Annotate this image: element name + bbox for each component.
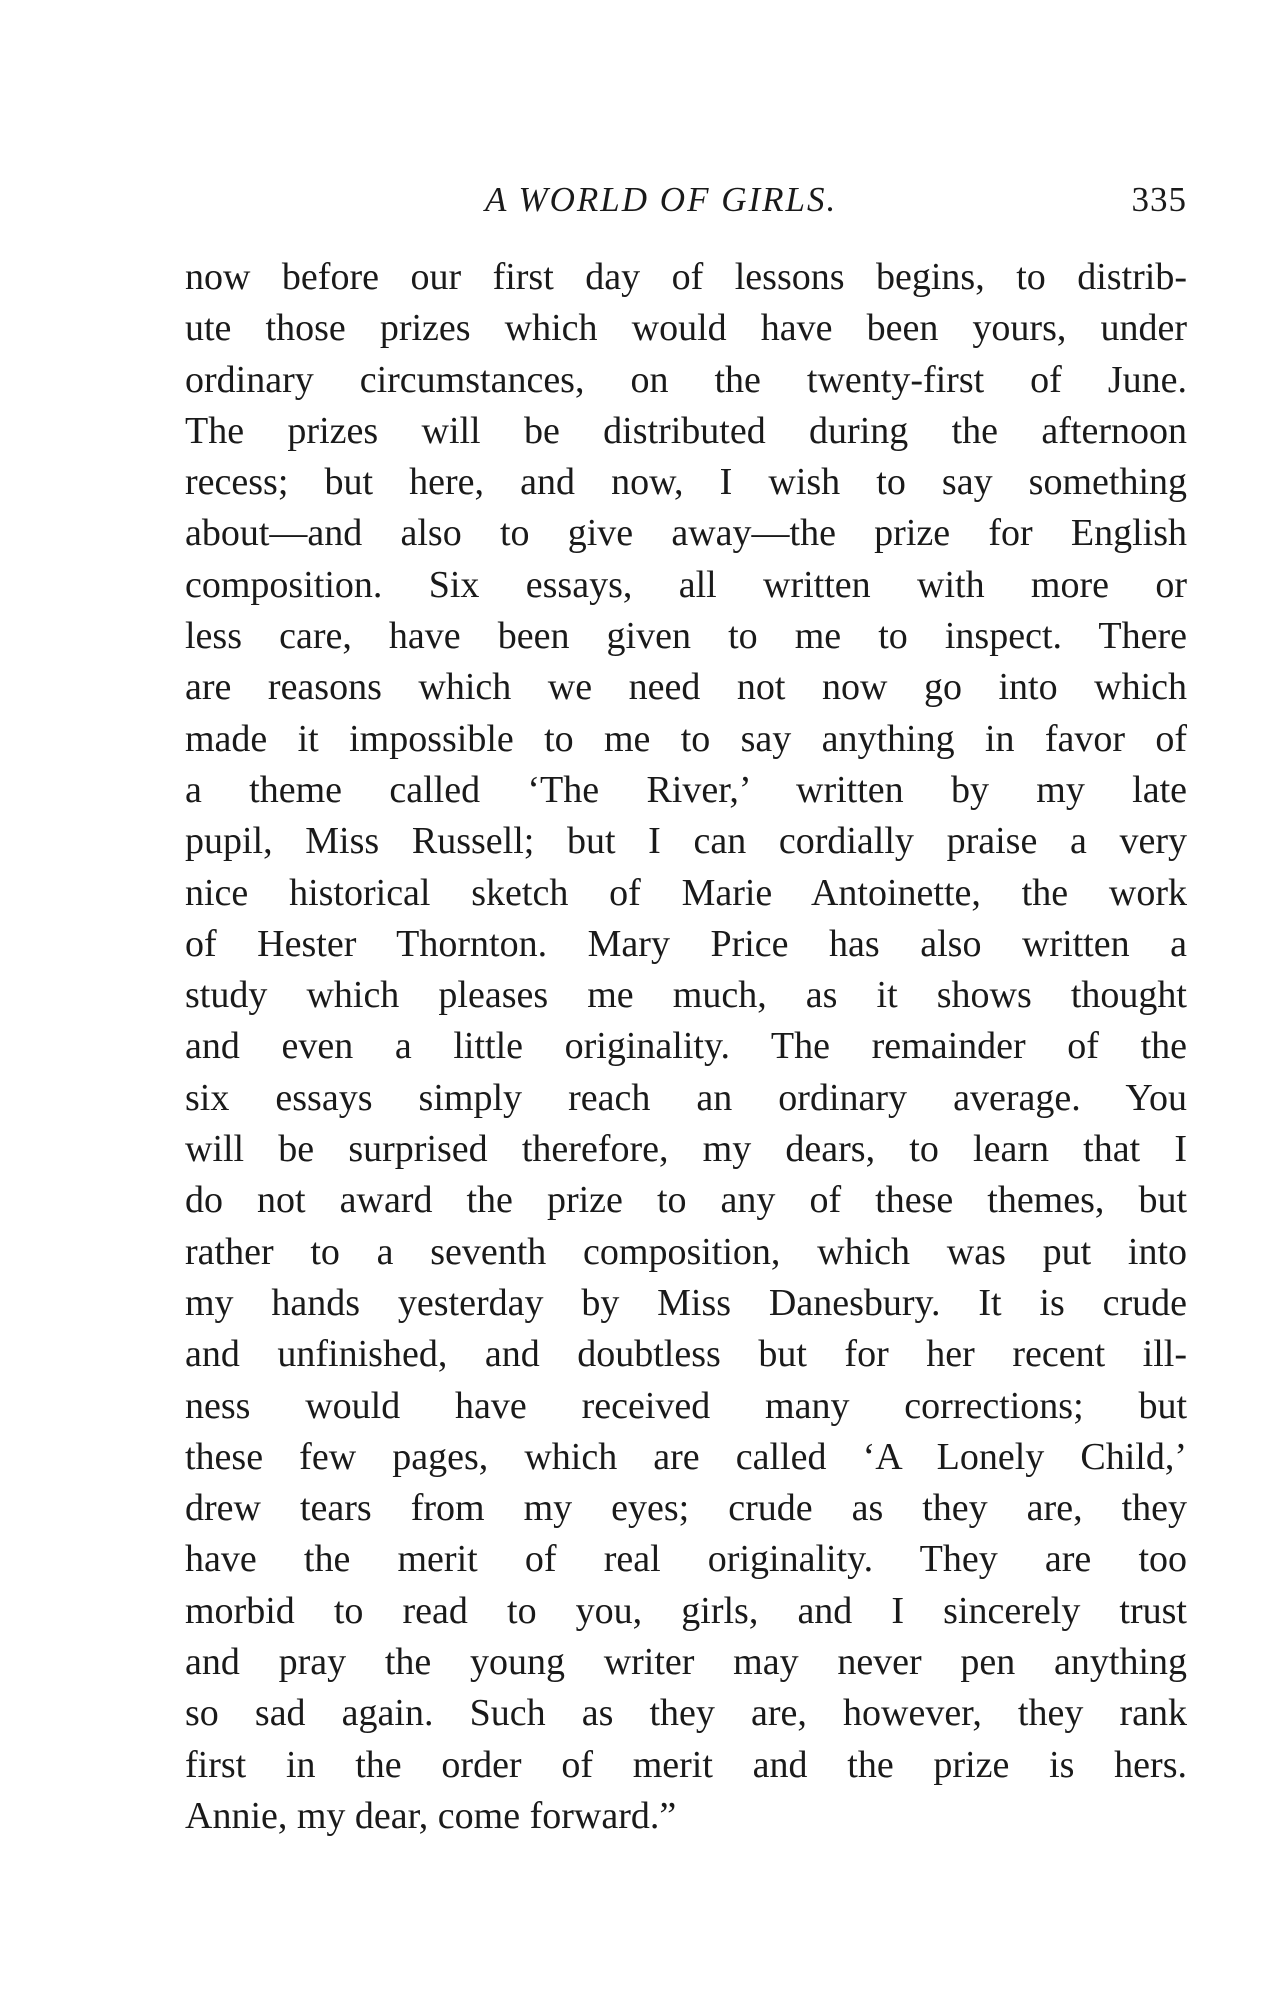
text-line: are reasons which we need not now go into which [185,666,1187,709]
text-line: composition. Six essays, all written with more or [185,563,1187,606]
text-line: ordinary circumstances, on the twenty-first of June. [185,358,1187,401]
text-line: The prizes will be distributed during the afternoon [185,409,1187,452]
text-line: ute those prizes which would have been yours, under [185,307,1187,350]
text-line: have the merit of real originality. They are too [185,1538,1187,1581]
text-line: about—and also to give away—the prize for English [185,512,1187,555]
text-line: morbid to read to you, girls, and I sincerely trust [185,1589,1187,1632]
text-line: my hands yesterday by Miss Danesbury. It is crude [185,1281,1187,1324]
text-line: recess; but here, and now, I wish to say something [185,461,1187,504]
running-head [185,180,1187,230]
body-text [185,252,1187,1842]
text-line: of Hester Thornton. Mary Price has also written a [185,922,1187,965]
text-line: a theme called ‘The River,’ written by my late [185,768,1187,811]
text-line: made it impossible to me to say anything in favor of [185,717,1187,760]
text-line: and even a little originality. The remainder of the [185,1025,1187,1068]
running-title: A WORLD OF GIRLS. [485,180,838,219]
text-line: and unfinished, and doubtless but for her recent ill- [185,1333,1187,1376]
text-line: will be surprised therefore, my dears, to learn that I [185,1128,1187,1171]
text-line: and pray the young writer may never pen anything [185,1641,1187,1684]
page-number: 335 [1131,180,1187,219]
text-line: nice historical sketch of Marie Antoinette, the work [185,871,1187,914]
text-line: first in the order of merit and the prize is hers. [185,1743,1187,1786]
text-line: six essays simply reach an ordinary average. You [185,1076,1187,1119]
text-line: study which pleases me much, as it shows thought [185,974,1187,1017]
text-line: now before our first day of lessons begins, to distrib- [185,256,1187,298]
text-line: these few pages, which are called ‘A Lonely Child,’ [185,1435,1187,1478]
text-line: ness would have received many corrections; but [185,1384,1187,1427]
text-line: rather to a seventh composition, which was put into [185,1230,1187,1273]
text-line: less care, have been given to me to inspect. There [185,615,1187,658]
text-line: so sad again. Such as they are, however, they rank [185,1692,1187,1735]
text-line: drew tears from my eyes; crude as they are, they [185,1487,1187,1530]
text-line: do not award the prize to any of these themes, but [185,1179,1187,1222]
text-line: pupil, Miss Russell; but I can cordially praise a very [185,820,1187,863]
text-line: Annie, my dear, come forward.” [185,1794,677,1837]
